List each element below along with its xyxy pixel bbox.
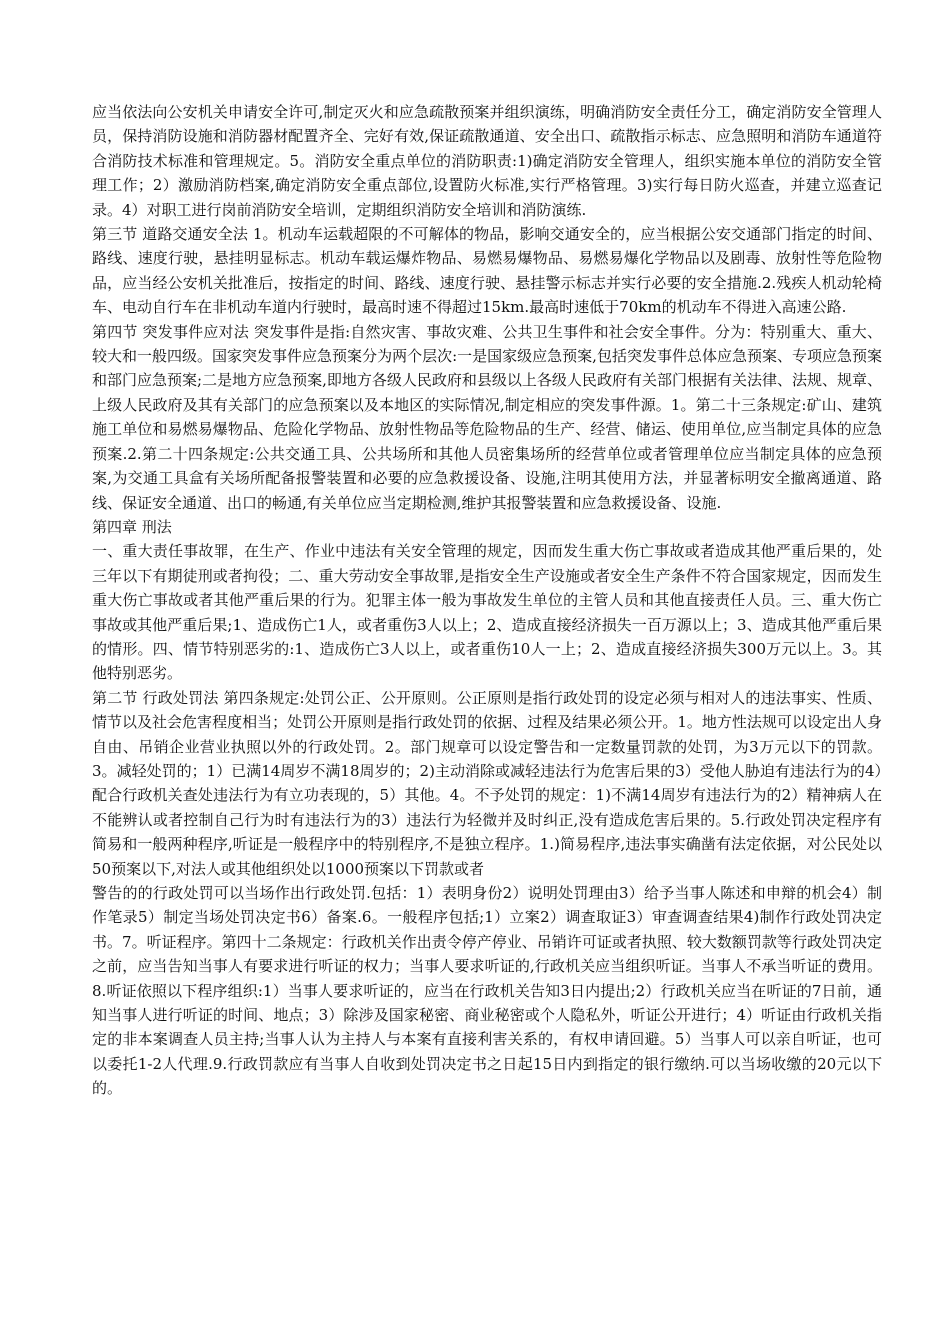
chapter-heading-criminal-law: 第四章 刑法 (92, 517, 172, 536)
paragraph-administrative-penalty-law: 第二节 行政处罚法 第四条规定:处罚公正、公开原则。公正原则是指行政处罚的设定必须与相对人的违法事实、性质、情节以及社会危害程度相当；处罚公开原则是指行政处罚的依据、过程及结果必须公开。1。地方性法规可以设定出人身自由、吊销企业营业执照以外的行政处罚。2。部门规章可以设定警告和一定数量罚款的处罚，为3万元以下的罚款。3。减轻处罚的；1）已满14周岁不满18周岁的；2)主动消除或减轻违法行为危害后果的3）受他人胁迫有违法行为的4）配合行政机关查处违法行为有立功表现的，5）其他。4。不予处罚的规定：1)不满14周岁有违法行为的2）精神病人在不能辨认或者控制自己行为时有违法行为的3）违法行为轻微并及时纠正,没有造成危害后果的。5.行政处罚决定程序有简易和一般两种程序,听证是一般程序中的特别程序,不是独立程序。1.)简易程序,违法事实确凿有法定依据，对公民处以50预案以下,对法人或其他组织处以1000预案以下罚款或者 (92, 688, 882, 878)
document-page (92, 100, 882, 1101)
paragraph-fire-safety-duties: 应当依法向公安机关申请安全许可,制定灭火和应急疏散预案并组织演练，明确消防安全责任分工，确定消防安全管理人员，保持消防设施和消防器材配置齐全、完好有效,保证疏散通道、安全出口、疏散指示标志、应急照明和消防车通道符合消防技术标准和管理规定。5。消防安全重点单位的消防职责:1)确定消防安全管理人，组织实施本单位的消防安全管理工作；2）激励消防档案,确定消防安全重点部位,设置防火标准,实行严格管理。3)实行每日防火巡查，并建立巡查记录。4）对职工进行岗前消防安全培训，定期组织消防安全培训和消防演练. (92, 103, 882, 219)
paragraph-road-traffic-safety-law: 第三节 道路交通安全法 1。机动车运载超限的不可解体的物品，影响交通安全的，应当根据公安交通部门指定的时间、路线、速度行驶，悬挂明显标志。机动车载运爆炸物品、易燃易爆物品、易燃易爆化学物品以及剧毒、放射性等危险物品，应当经公安机关批准后，按指定的时间、路线、速度行驶、悬挂警示标志并实行必要的安全措施.2.残疾人机动轮椅车、电动自行车在非机动车道内行驶时，最高时速不得超过15km.最高时速低于70km的机动车不得进入高速公路. (92, 225, 882, 317)
paragraph-penalty-procedures: 警告的的行政处罚可以当场作出行政处罚.包括：1）表明身份2）说明处罚理由3）给予当事人陈述和申辩的机会4）制作笔录5）制定当场处罚决定书6）备案.6。一般程序包括;1）立案2）调查取证3）审查调查结果4)制作行政处罚决定书。7。听证程序。第四十二条规定：行政机关作出责令停产停业、吊销许可证或者执照、较大数额罚款等行政处罚决定之前，应当告知当事人有要求进行听证的权力；当事人要求听证的,行政机关应当组织听证。当事人不承当听证的费用。8.听证依照以下程序组织:1）当事人要求听证的，应当在行政机关告知3日内提出;2）行政机关应当在听证的7日前，通知当事人进行听证的时间、地点；3）除涉及国家秘密、商业秘密或个人隐私外，听证公开进行；4）听证由行政机关指定的非本案调查人员主持;当事人认为主持人与本案有直接利害关系的，有权申请回避。5）当事人可以亲自听证，也可以委托1-2人代理.9.行政罚款应有当事人自收到处罚决定书之日起15日内到指定的银行缴纳.可以当场收缴的20元以下的。 (92, 884, 882, 1098)
paragraph-emergency-response-law: 第四节 突发事件应对法 突发事件是指:自然灾害、事故灾难、公共卫生事件和社会安全事件。分为：特别重大、重大、较大和一般四级。国家突发事件应急预案分为两个层次:一是国家级应急预案,包括突发事件总体应急预案、专项应急预案和部门应急预案;二是地方应急预案,即地方各级人民政府和县级以上各级人民政府有关部门根据有关法律、法规、规章、上级人民政府及其有关部门的应急预案以及本地区的实际情况,制定相应的突发事件源。1。第二十三条规定:矿山、建筑施工单位和易燃易爆物品、危险化学物品、放射性物品等危险物品的生产、经营、储运、使用单位,应当制定具体的应急预案.2.第二十四条规定:公共交通工具、公共场所和其他人员密集场所的经营单位或者管理单位应当制定具体的应急预案,为交通工具盒有关场所配备报警装置和必要的应急救援设备、设施,注明其使用方法，并显著标明安全撤离通道、路线、保证安全通道、出口的畅通,有关单位应当定期检测,维护其报警装置和应急救援设备、设施. (92, 322, 882, 512)
paragraph-criminal-liability: 一、重大责任事故罪，在生产、作业中违法有关安全管理的规定，因而发生重大伤亡事故或者造成其他严重后果的，处三年以下有期徒刑或者拘役；二、重大劳动安全事故罪,是指安全生产设施或者安全生产条件不符合国家规定，因而发生重大伤亡事故或者其他严重后果的行为。犯罪主体一般为事故发生单位的主管人员和其他直接责任人员。三、重大伤亡事故或其他严重后果;1、造成伤亡1人，或者重伤3人以上；2、造成直接经济损失一百万源以上；3、造成其他严重后果的情形。四、情节特别恶劣的:1、造成伤亡3人以上，或者重伤10人一上；2、造成直接经济损失300万元以上。3。其他特别恶劣。 (92, 542, 882, 683)
